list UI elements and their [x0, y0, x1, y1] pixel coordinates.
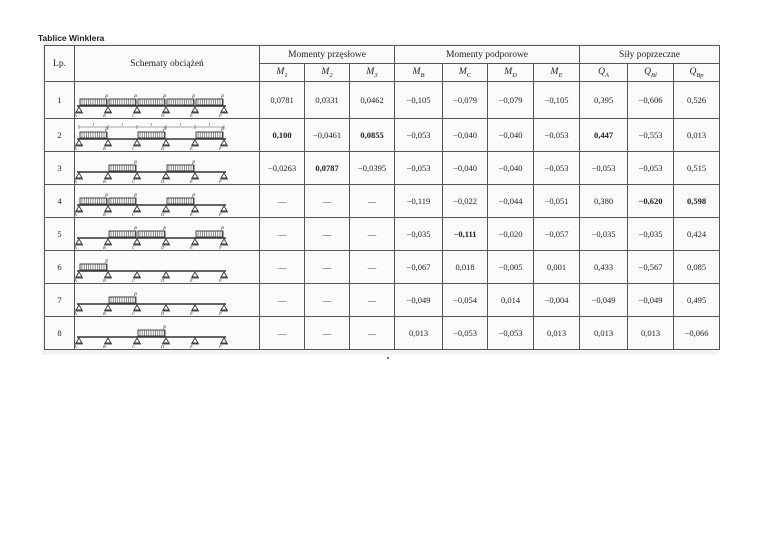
support-icon: [105, 305, 111, 310]
value-mb: −0,105: [395, 82, 443, 119]
value-mb: −0,067: [395, 251, 443, 284]
support-label: D: [161, 311, 165, 316]
support-icon: [105, 239, 111, 244]
support-icon: [76, 206, 82, 211]
beam-schema: [75, 284, 259, 316]
value-mb: −0,053: [395, 152, 443, 185]
beam-schema: [75, 317, 259, 349]
support-label: A: [74, 179, 77, 184]
header-col-m1: $M_1$: [260, 64, 305, 82]
support-label: F: [219, 146, 222, 151]
support-label: B: [103, 344, 106, 349]
support-icon: [192, 305, 198, 310]
value-qbp: 0,013: [674, 119, 720, 152]
support-icon: [76, 305, 82, 310]
value-md: 0,014: [488, 284, 534, 317]
value-me: −0,053: [534, 119, 580, 152]
load-label: P: [134, 227, 138, 232]
support-label: E: [190, 146, 193, 151]
value-mb: 0,013: [395, 317, 443, 350]
beam-schema: [75, 119, 259, 151]
table-row: [45, 82, 720, 119]
value-md: −0,053: [488, 317, 534, 350]
support-label: B: [103, 179, 106, 184]
value-m1: —: [260, 317, 305, 350]
row-number: 6: [45, 251, 75, 284]
load-label: P: [163, 326, 167, 331]
value-mb: −0,119: [395, 185, 443, 218]
support-label: A: [74, 146, 77, 151]
beam-schema: [75, 185, 259, 217]
value-qa: 0,013: [580, 317, 628, 350]
header-schemat: Schematy obciążeń: [75, 46, 260, 82]
support-icon: [134, 107, 140, 112]
value-m1: 0,0781: [260, 82, 305, 119]
load-label: P: [163, 227, 167, 232]
load-segment: [109, 99, 136, 105]
value-me: −0,051: [534, 185, 580, 218]
support-icon: [221, 140, 227, 145]
support-label: C: [132, 311, 136, 316]
support-icon: [163, 272, 169, 277]
support-icon: [163, 107, 169, 112]
value-qbl: −0,553: [628, 119, 674, 152]
value-me: −0,004: [534, 284, 580, 317]
support-label: F: [219, 113, 222, 118]
load-label: P: [192, 161, 196, 166]
value-qa: −0,053: [580, 152, 628, 185]
support-label: A: [74, 278, 77, 283]
support-icon: [163, 338, 169, 343]
support-icon: [221, 305, 227, 310]
table-row: [45, 185, 720, 218]
support-label: E: [190, 278, 193, 283]
support-label: D: [161, 344, 165, 349]
row-number: 4: [45, 185, 75, 218]
load-segment: [196, 231, 223, 237]
header-col-m3: $M_3$: [350, 64, 395, 82]
support-icon: [163, 206, 169, 211]
row-number: 2: [45, 119, 75, 152]
value-m3: —: [350, 218, 395, 251]
support-label: F: [219, 344, 222, 349]
value-qa: −0,049: [580, 284, 628, 317]
support-label: B: [103, 245, 106, 250]
support-icon: [105, 107, 111, 112]
value-mc: 0,018: [443, 251, 488, 284]
table-row: [45, 251, 720, 284]
support-icon: [134, 140, 140, 145]
support-icon: [163, 305, 169, 310]
row-number: 7: [45, 284, 75, 317]
support-label: F: [219, 311, 222, 316]
value-m2: −0,0461: [305, 119, 350, 152]
support-label: C: [132, 113, 136, 118]
value-m2: 0,0787: [305, 152, 350, 185]
value-me: −0,057: [534, 218, 580, 251]
value-me: 0,001: [534, 251, 580, 284]
load-label: P: [134, 161, 138, 166]
value-qbl: −0,606: [628, 82, 674, 119]
load-label: P: [105, 194, 109, 199]
load-segment: [167, 198, 194, 204]
support-label: F: [219, 212, 222, 217]
support-label: C: [132, 278, 136, 283]
load-segment: [138, 132, 165, 138]
support-icon: [76, 173, 82, 178]
table-row: [45, 152, 720, 185]
value-m1: —: [260, 218, 305, 251]
load-label: P: [163, 128, 167, 133]
support-icon: [134, 338, 140, 343]
value-qbp: 0,598: [674, 185, 720, 218]
header-lp: Lp.: [45, 46, 75, 82]
support-label: A: [74, 113, 77, 118]
value-m1: 0,100: [260, 119, 305, 152]
beam-schema: [75, 82, 259, 118]
support-label: B: [103, 212, 106, 217]
value-mc: −0,053: [443, 317, 488, 350]
support-label: B: [103, 113, 106, 118]
scan-speck: [387, 357, 389, 359]
support-label: D: [161, 245, 165, 250]
support-label: C: [132, 146, 136, 151]
header-col-mb: $M_B$: [395, 64, 443, 82]
value-m3: —: [350, 284, 395, 317]
value-qa: 0,447: [580, 119, 628, 152]
support-label: F: [219, 278, 222, 283]
value-mc: −0,040: [443, 152, 488, 185]
value-m2: —: [305, 185, 350, 218]
load-label: P: [134, 194, 138, 199]
load-label: P: [192, 95, 196, 100]
load-schema-cell: [75, 152, 260, 185]
load-label: P: [134, 95, 138, 100]
support-icon: [221, 173, 227, 178]
support-icon: [163, 173, 169, 178]
support-label: D: [161, 113, 165, 118]
value-me: 0,013: [534, 317, 580, 350]
load-label: P: [163, 95, 167, 100]
load-schema-cell: [75, 185, 260, 218]
support-icon: [105, 272, 111, 277]
value-m3: —: [350, 251, 395, 284]
value-m2: —: [305, 317, 350, 350]
load-segment: [138, 330, 165, 336]
header-group-forces: Siły poprzeczne: [580, 46, 720, 64]
header-col-qbp: $Q_{Bp}$: [674, 64, 720, 82]
value-mc: −0,022: [443, 185, 488, 218]
load-segment: [109, 165, 136, 171]
header-col-qbl: $Q_{Bl}$: [628, 64, 674, 82]
load-label: P: [221, 95, 225, 100]
load-schema-cell: [75, 251, 260, 284]
load-schema-cell: [75, 317, 260, 350]
value-m1: —: [260, 185, 305, 218]
support-icon: [221, 107, 227, 112]
value-md: −0,020: [488, 218, 534, 251]
value-mc: −0,079: [443, 82, 488, 119]
table-row: [45, 284, 720, 317]
value-qbp: 0,424: [674, 218, 720, 251]
span-label: l: [121, 122, 123, 127]
support-icon: [105, 140, 111, 145]
load-segment: [196, 132, 223, 138]
value-qbp: 0,526: [674, 82, 720, 119]
value-qbl: −0,620: [628, 185, 674, 218]
winkler-table: [44, 45, 720, 350]
support-label: B: [103, 311, 106, 316]
row-number: 5: [45, 218, 75, 251]
value-m3: 0,0462: [350, 82, 395, 119]
load-schema-cell: [75, 284, 260, 317]
value-me: −0,105: [534, 82, 580, 119]
load-label: P: [221, 128, 225, 133]
load-schema-cell: [75, 218, 260, 251]
support-icon: [105, 206, 111, 211]
support-icon: [134, 173, 140, 178]
span-label: l: [179, 122, 181, 127]
value-qbl: −0,053: [628, 152, 674, 185]
load-segment: [109, 297, 136, 303]
support-label: E: [190, 245, 193, 250]
load-segment: [167, 99, 194, 105]
value-qbl: −0,567: [628, 251, 674, 284]
support-icon: [134, 239, 140, 244]
load-segment: [109, 231, 136, 237]
load-label: P: [221, 227, 225, 232]
span-label: l: [92, 122, 94, 127]
load-label: P: [105, 260, 109, 265]
load-segment: [196, 99, 223, 105]
value-mc: −0,054: [443, 284, 488, 317]
value-md: −0,040: [488, 152, 534, 185]
support-label: E: [190, 344, 193, 349]
value-m3: —: [350, 317, 395, 350]
row-number: 1: [45, 82, 75, 119]
support-icon: [105, 338, 111, 343]
support-icon: [192, 206, 198, 211]
header-col-mc: $M_C$: [443, 64, 488, 82]
load-segment: [138, 99, 165, 105]
value-m3: −0,0395: [350, 152, 395, 185]
support-label: C: [132, 212, 136, 217]
support-label: F: [219, 179, 222, 184]
row-number: 8: [45, 317, 75, 350]
load-segment: [109, 198, 136, 204]
header-col-me: $M_E$: [534, 64, 580, 82]
value-md: −0,040: [488, 119, 534, 152]
value-qbp: −0,066: [674, 317, 720, 350]
load-schema-cell: [75, 119, 260, 152]
value-qbl: −0,049: [628, 284, 674, 317]
value-m1: —: [260, 284, 305, 317]
support-icon: [134, 206, 140, 211]
header-group-supports: Momenty podporowe: [395, 46, 580, 64]
table-row: [45, 119, 720, 152]
support-label: A: [74, 245, 77, 250]
support-label: A: [74, 212, 77, 217]
beam-schema: [75, 251, 259, 283]
value-m2: 0,0331: [305, 82, 350, 119]
load-segment: [80, 99, 107, 105]
value-qa: 0,380: [580, 185, 628, 218]
support-icon: [221, 239, 227, 244]
value-mb: −0,049: [395, 284, 443, 317]
value-qbl: −0,035: [628, 218, 674, 251]
support-label: B: [103, 146, 106, 151]
support-icon: [192, 140, 198, 145]
support-icon: [105, 173, 111, 178]
support-label: D: [161, 146, 165, 151]
support-icon: [221, 338, 227, 343]
load-label: P: [105, 95, 109, 100]
support-icon: [76, 272, 82, 277]
support-label: E: [190, 113, 193, 118]
support-label: D: [161, 278, 165, 283]
support-icon: [221, 206, 227, 211]
load-segment: [138, 231, 165, 237]
support-label: A: [74, 344, 77, 349]
support-icon: [163, 140, 169, 145]
support-label: C: [132, 245, 136, 250]
support-icon: [163, 239, 169, 244]
load-segment: [80, 198, 107, 204]
load-segment: [80, 132, 107, 138]
load-segment: [167, 165, 194, 171]
load-schema-cell: [75, 82, 260, 119]
load-segment: [80, 264, 107, 270]
span-label: l: [208, 122, 210, 127]
page-title: Tablice Winklera: [38, 33, 105, 43]
support-icon: [134, 272, 140, 277]
value-qa: 0,433: [580, 251, 628, 284]
value-md: −0,044: [488, 185, 534, 218]
value-me: −0,053: [534, 152, 580, 185]
support-label: F: [219, 245, 222, 250]
header-group-spans: Momenty przęsłowe: [260, 46, 395, 64]
value-m1: —: [260, 251, 305, 284]
header-col-m2: $M_2$: [305, 64, 350, 82]
support-icon: [192, 107, 198, 112]
support-label: D: [161, 179, 165, 184]
value-m1: −0,0263: [260, 152, 305, 185]
value-qbl: 0,013: [628, 317, 674, 350]
beam-schema: [75, 218, 259, 250]
load-label: P: [134, 293, 138, 298]
value-mc: −0,111: [443, 218, 488, 251]
load-label: P: [192, 194, 196, 199]
value-mb: −0,053: [395, 119, 443, 152]
value-qa: −0,035: [580, 218, 628, 251]
support-label: C: [132, 179, 136, 184]
support-label: A: [74, 311, 77, 316]
support-label: E: [190, 212, 193, 217]
support-icon: [76, 338, 82, 343]
support-icon: [76, 107, 82, 112]
support-icon: [221, 272, 227, 277]
value-m3: —: [350, 185, 395, 218]
support-label: E: [190, 311, 193, 316]
support-label: E: [190, 179, 193, 184]
support-icon: [76, 140, 82, 145]
value-md: −0,005: [488, 251, 534, 284]
header-col-qa: $Q_A$: [580, 64, 628, 82]
support-icon: [192, 239, 198, 244]
value-m2: —: [305, 284, 350, 317]
header-col-md: $M_D$: [488, 64, 534, 82]
value-m3: 0,0855: [350, 119, 395, 152]
value-qbp: 0,515: [674, 152, 720, 185]
support-icon: [192, 338, 198, 343]
support-label: D: [161, 212, 165, 217]
beam-schema: [75, 152, 259, 184]
support-label: C: [132, 344, 136, 349]
value-qbp: 0,085: [674, 251, 720, 284]
support-icon: [76, 239, 82, 244]
value-mc: −0,040: [443, 119, 488, 152]
row-number: 3: [45, 152, 75, 185]
value-m2: —: [305, 218, 350, 251]
support-icon: [192, 272, 198, 277]
support-label: B: [103, 278, 106, 283]
value-qa: 0,395: [580, 82, 628, 119]
value-mb: −0,035: [395, 218, 443, 251]
support-icon: [192, 173, 198, 178]
table-row: [45, 218, 720, 251]
value-m2: —: [305, 251, 350, 284]
support-icon: [134, 305, 140, 310]
load-label: P: [105, 128, 109, 133]
table-row: [45, 317, 720, 350]
value-qbp: 0,495: [674, 284, 720, 317]
value-md: −0,079: [488, 82, 534, 119]
span-label: l: [150, 122, 152, 127]
